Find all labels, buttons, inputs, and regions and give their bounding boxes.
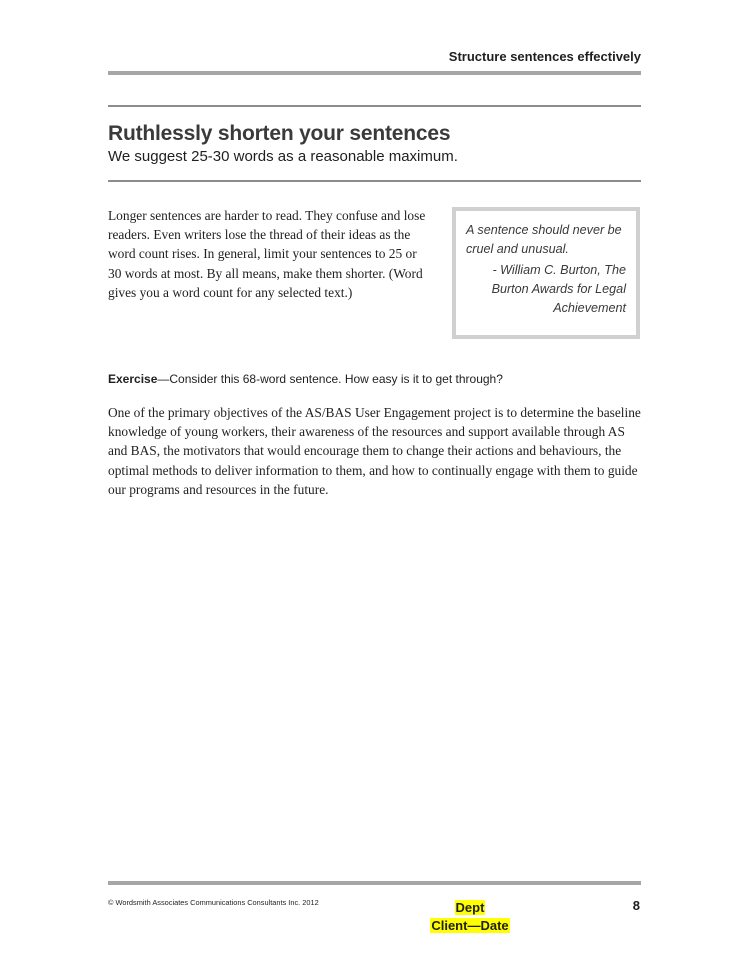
footer-dept-client: [410, 899, 530, 935]
page-number: 8: [632, 898, 640, 913]
running-header: Structure sentences effectively: [448, 49, 641, 64]
footer-copyright: © Wordsmith Associates Communications Consultants Inc. 2012: [108, 898, 319, 907]
quote-text: A sentence should never be cruel and unusual.: [466, 223, 622, 256]
section-subtitle: We suggest 25-30 words as a reasonable maximum.: [108, 148, 458, 165]
exercise-prompt: Consider this 68-word sentence. How easy is it to get through?: [169, 372, 503, 386]
example-sentence: One of the primary objectives of the AS/BAS User Engagement project is to determine the baseline knowledge of young workers, their awareness of the resources and support available through AS and BAS, the motivators that would encourage them to change their actions and behaviours, the optimal methods to deliver information to them, and how to continually engage with them to guide our programs and resources in the future.: [108, 405, 641, 497]
header-rule: [108, 71, 641, 75]
quote-attribution: - William C. Burton, The Burton Awards for Legal Achievement: [491, 263, 626, 315]
footer-client-date: Client—Date: [431, 918, 509, 933]
exercise-separator: —: [157, 372, 170, 386]
footer-dept: Dept: [455, 900, 485, 915]
section-title-block: [108, 105, 641, 182]
footer-rule: [108, 881, 641, 885]
exercise-line: [108, 372, 641, 386]
pull-quote-box: [452, 207, 640, 339]
section-title: Ruthlessly shorten your sentences: [108, 122, 451, 145]
intro-paragraph: Longer sentences are harder to read. They confuse and lose readers. Even writers lose the thread of their ideas as the word count rises. In general, limit your sentences to 25 or 30 words at most. By all means, make them shorter. (Word gives you a word count for any selected text.): [108, 208, 426, 300]
exercise-label: Exercise: [108, 372, 158, 386]
